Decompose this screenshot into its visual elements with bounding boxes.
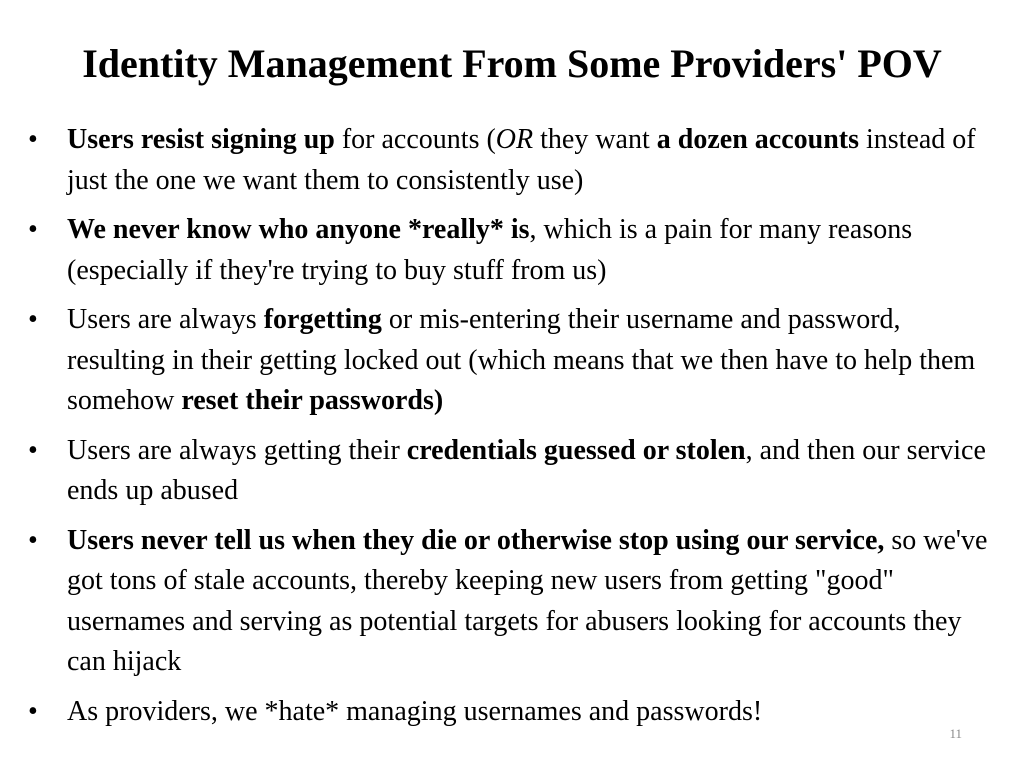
bullet-text-segment: they want (533, 124, 657, 155)
slide-title: Identity Management From Some Providers' POV (82, 41, 942, 86)
bullet-text-segment: credentials guessed or stolen (406, 434, 746, 466)
bullet-text-segment: OR (495, 124, 534, 155)
bullet-item (28, 300, 998, 422)
bullet-text-segment: instead of just the one we want them to consistently use) (67, 124, 976, 196)
bullet-item (28, 431, 998, 512)
bullet-text-segment: Users resist signing up (67, 124, 335, 155)
bullet-text-segment: We never know who anyone *really* is (67, 214, 530, 245)
bullet-text-segment: Users are always getting their (67, 434, 407, 466)
bullet-marker: • (28, 524, 38, 556)
bullet-text-segment: As providers, we *hate* managing usernames and passwords! (67, 695, 763, 727)
bullet-list (28, 120, 998, 741)
bullet-marker: • (28, 214, 38, 245)
bullet-marker: • (28, 695, 38, 727)
bullet-text-segment: for accounts ( (334, 124, 496, 155)
bullet-item (28, 210, 998, 291)
bullet-text-segment: forgetting (263, 304, 382, 335)
bullet-text-segment: Users never tell us when they die or otherwise stop using our service, (67, 524, 885, 556)
bullet-marker: • (28, 124, 38, 155)
bullet-text-segment: or mis-entering their username and password, resulting in their getting locked out (which means that we then have to help them somehow (67, 304, 976, 416)
bullet-item (28, 692, 998, 733)
bullet-marker: • (28, 304, 38, 335)
bullet-text-segment: , which is a pain for many reasons (especially if they're trying to buy stuff from us) (67, 214, 913, 286)
slide-number: 11 (949, 726, 962, 741)
bullet-text-segment: , and then our service ends up abused (67, 434, 986, 506)
bullet-text-segment: so we've got tons of stale accounts, thereby keeping new users from getting "good" usernames and serving as potential targets for abusers looking for accounts they can hijack (67, 524, 988, 677)
bullet-text-segment: reset their passwords) (181, 385, 444, 416)
bullet-item (28, 120, 998, 201)
bullet-item (28, 521, 998, 683)
bullet-text-segment: a dozen accounts (656, 124, 859, 155)
bullet-marker: • (28, 434, 38, 466)
bullet-text-segment: Users are always (67, 304, 264, 335)
